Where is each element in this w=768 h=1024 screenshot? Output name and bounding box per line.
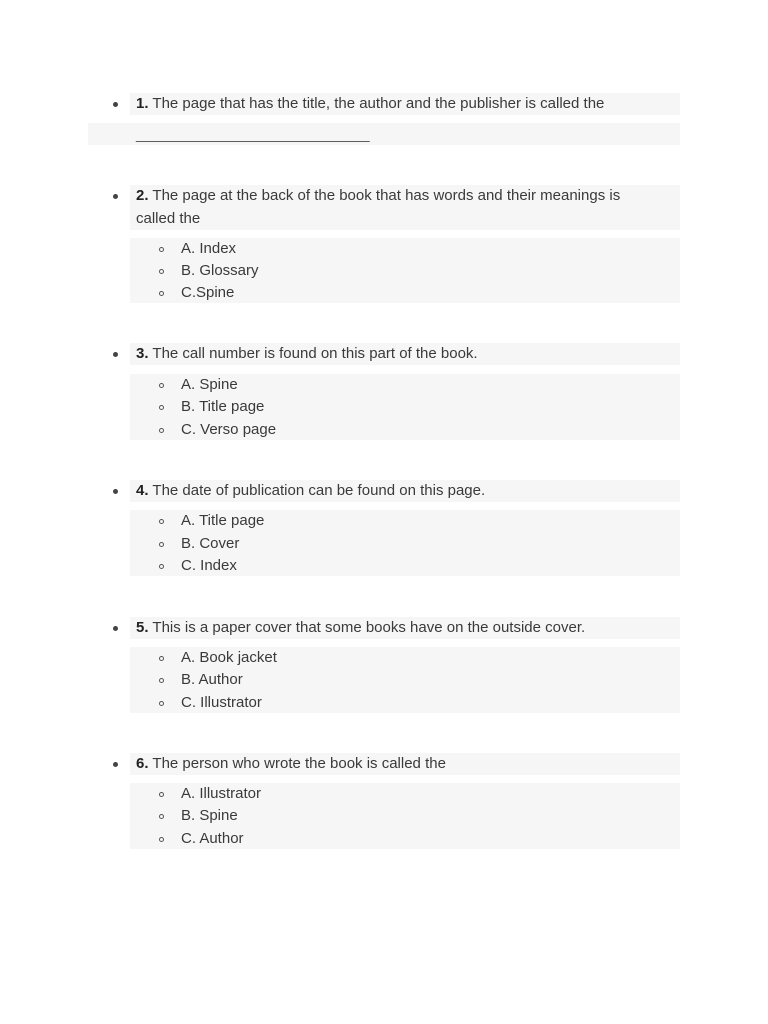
question-3-option-c: C. Verso page xyxy=(181,421,277,438)
option-bullet xyxy=(159,405,164,410)
question-4-option-c: C. Index xyxy=(181,557,237,574)
option-bullet xyxy=(159,564,164,569)
question-3-prompt: The call number is found on this part of the book. xyxy=(148,345,478,362)
question-4-bullet xyxy=(113,489,118,494)
option-bullet xyxy=(159,542,164,547)
question-6-option-b: B. Spine xyxy=(181,807,238,824)
question-2-number: 2. xyxy=(136,187,149,204)
question-4-text xyxy=(136,480,485,502)
question-6-prompt: The person who wrote the book is called the xyxy=(148,755,446,772)
question-3-option-a: A. Spine xyxy=(181,376,238,393)
option-bullet xyxy=(159,837,164,842)
option-bullet xyxy=(159,291,164,296)
question-3-number: 3. xyxy=(136,345,149,362)
question-3-option-b: B. Title page xyxy=(181,398,265,415)
question-6-text xyxy=(136,753,446,775)
option-bullet xyxy=(159,269,164,274)
question-1-text xyxy=(136,93,604,115)
question-3-text xyxy=(136,343,478,365)
option-bullet xyxy=(159,519,164,524)
option-bullet xyxy=(159,678,164,683)
question-6-bullet xyxy=(113,762,118,767)
question-5-option-c: C. Illustrator xyxy=(181,694,262,711)
question-5-option-a: A. Book jacket xyxy=(181,649,277,666)
question-4-number: 4. xyxy=(136,482,149,499)
question-1-bullet xyxy=(113,102,118,107)
question-5-text xyxy=(136,617,585,639)
option-bullet xyxy=(159,792,164,797)
question-5-number: 5. xyxy=(136,619,149,636)
question-2-option-b: B. Glossary xyxy=(181,262,259,279)
option-bullet xyxy=(159,247,164,252)
option-bullet xyxy=(159,383,164,388)
question-4-option-a: A. Title page xyxy=(181,512,265,529)
question-5-bullet xyxy=(113,626,118,631)
question-2-prompt: The page at the back of the book that has words and their meanings is xyxy=(148,187,621,204)
option-bullet xyxy=(159,701,164,706)
option-bullet xyxy=(159,428,164,433)
question-5-option-b: B. Author xyxy=(181,671,243,688)
question-5-prompt: This is a paper cover that some books have on the outside cover. xyxy=(148,619,586,636)
question-1-number: 1. xyxy=(136,95,149,112)
question-4-prompt: The date of publication can be found on this page. xyxy=(148,482,486,499)
question-4-option-b: B. Cover xyxy=(181,535,240,552)
question-1-prompt: The page that has the title, the author and the publisher is called the xyxy=(148,95,605,112)
question-2-option-c: C.Spine xyxy=(181,284,235,301)
question-2-option-a: A. Index xyxy=(181,240,237,257)
option-bullet xyxy=(159,814,164,819)
question-6-option-c: C. Author xyxy=(181,830,244,847)
question-3-bullet xyxy=(113,352,118,357)
question-2-bullet xyxy=(113,194,118,199)
question-1-blank: ____________________________ xyxy=(136,126,370,143)
question-2-text xyxy=(136,185,620,207)
question-6-option-a: A. Illustrator xyxy=(181,785,262,802)
question-6-number: 6. xyxy=(136,755,149,772)
question-2-prompt-continued: called the xyxy=(136,210,201,227)
option-bullet xyxy=(159,656,164,661)
